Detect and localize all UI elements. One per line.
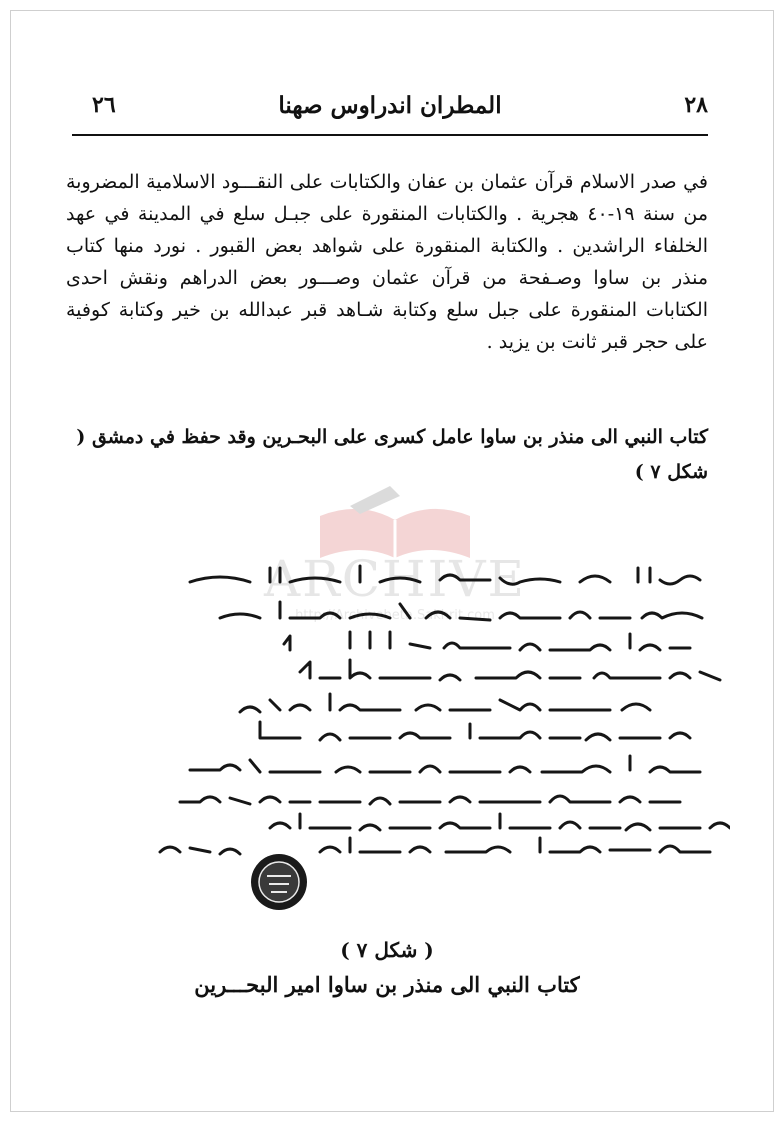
watermark-text: ARCHIVE [264, 550, 526, 608]
manuscript-letter-image [90, 560, 730, 880]
page-number-right: ٢٨ [684, 92, 708, 118]
body-paragraph: في صدر الاسلام قرآن عثمان بن عفان والكتابات على النقـــود الاسلامية المضروبة من سنة ١٩-٤٠ هجرية . والكتابات المنقورة على جبـل سلع في المدينة في عهد الخلفاء الراشدين . والكتابة المنقورة على شواهد بعض القبور . نورد منها كتاب منذر بن ساوا وصـفحة من قرآن عثمان وصـــور بعض الدراهم ونقش احدى الكتابات المنقورة على جبل سلع وكتابة شـاهد قبر عبدالله بن خير وكتابة كوفية على حجر قبر ثانت بن يزيد . [66, 171, 709, 353]
figure-label: ( شكل ٧ ) [340, 938, 434, 962]
figure-intro-paragraph: كتاب النبي الى منذر بن ساوا عامل كسرى على البحـرين وقد حفظ في دمشق ( شكل ٧ ) [76, 426, 708, 483]
running-title: المطران اندراوس صهنا [278, 92, 502, 119]
header-rule [72, 134, 708, 136]
page-number-left: ٢٦ [92, 92, 116, 118]
book-logo-icon [240, 480, 550, 560]
watermark-url: http://Archivebeta.Sakhrit.com [295, 608, 495, 623]
running-header [72, 92, 708, 122]
prophet-seal-icon [249, 852, 309, 912]
figure-caption: كتاب النبي الى منذر بن ساوا امير البحـــرين [194, 972, 580, 997]
